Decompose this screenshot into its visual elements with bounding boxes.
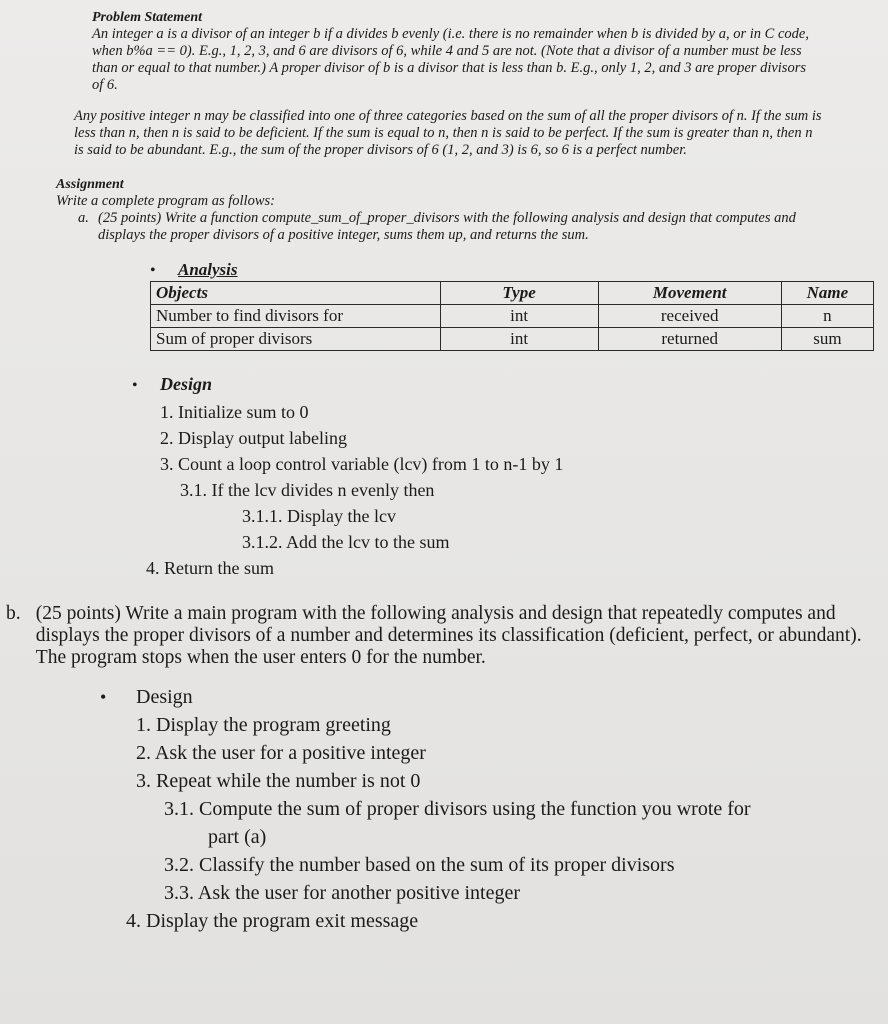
table-header-row <box>151 282 874 305</box>
design-b-step: 1. Display the program greeting <box>136 714 391 736</box>
design-b-section <box>100 683 870 935</box>
bullet-icon: • <box>100 687 107 707</box>
cell-object: Number to find divisors for <box>151 305 441 328</box>
assignment-title: Assignment <box>56 177 124 192</box>
item-a-letter: a. <box>78 210 89 226</box>
cell-movement: returned <box>598 328 781 351</box>
cell-name: n <box>781 305 873 328</box>
header-type: Type <box>440 282 598 305</box>
problem-statement-section <box>92 10 870 94</box>
design-a-section <box>132 371 870 581</box>
design-a-step: 3.1. If the lcv divides n evenly then <box>180 480 435 500</box>
design-b-step: 4. Display the program exit message <box>126 910 419 932</box>
design-b-step: 3.2. Classify the number based on the sum of its proper divisors <box>164 854 675 876</box>
cell-type: int <box>440 328 598 351</box>
design-b-heading <box>100 683 870 711</box>
header-movement: Movement <box>598 282 781 305</box>
design-b-step-wrap <box>164 823 870 851</box>
design-b-step: 3.3. Ask the user for another positive integer <box>164 882 521 904</box>
design-a-step: 3.1.1. Display the lcv <box>242 506 396 526</box>
assignment-item-a <box>78 210 870 244</box>
analysis-table <box>150 281 874 351</box>
design-a-step: 1. Initialize sum to 0 <box>160 402 309 422</box>
design-b-step: 3. Repeat while the number is not 0 <box>136 770 421 792</box>
table-row <box>151 328 874 351</box>
design-a-step: 4. Return the sum <box>146 558 274 578</box>
bullet-icon: • <box>132 377 138 394</box>
item-a-text: (25 points) Write a function compute_sum_of_proper_divisors with the following analysis and design that computes and displays the proper divisors of a positive integer, sums them up, and returns the sum. <box>98 210 796 243</box>
design-b-step: 2. Ask the user for a positive integer <box>136 742 426 764</box>
cell-movement: received <box>598 305 781 328</box>
cell-type: int <box>440 305 598 328</box>
problem-statement-title: Problem Statement <box>92 10 203 25</box>
header-objects: Objects <box>151 282 441 305</box>
design-a-step: 2. Display output labeling <box>160 428 347 448</box>
design-b-step-continuation: part (a) <box>208 826 267 848</box>
bullet-icon: • <box>150 262 156 279</box>
design-a-heading <box>132 371 870 399</box>
design-a-step: 3. Count a loop control variable (lcv) from 1 to n-1 by 1 <box>160 454 564 474</box>
assignment-intro: Write a complete program as follows: <box>56 193 275 209</box>
problem-paragraph-1: An integer a is a divisor of an integer b if a divides b evenly (i.e. there is no remainder when b is divided by a, or in C code, when b%a == 0). E.g., 1, 2, 3, and 6 are divisors of 6, while 4 and 5 are not. (Note that a divisor of a number must be less than or equal to that number.) A proper divisor of b is a divisor that is less than b. E.g., only 1, 2, and 3 are proper divisors of 6. <box>92 26 809 93</box>
table-row <box>151 305 874 328</box>
part-b-letter: b. <box>6 603 21 624</box>
design-b-step: 3.1. Compute the sum of proper divisors using the function you wrote for <box>164 798 751 820</box>
assignment-section <box>56 177 870 244</box>
cell-name: sum <box>781 328 873 351</box>
design-b-label: Design <box>136 686 193 708</box>
design-a-step: 3.1.2. Add the lcv to the sum <box>242 532 450 552</box>
problem-paragraph-2: Any positive integer n may be classified into one of three categories based on the sum of all the proper divisors of n. If the sum is less than n, then n is said to be deficient. If the sum is equal to n, then n is said to be perfect. If the sum is greater than n, then n is said to be abundant. E.g., the sum of the proper divisors of 6 (1, 2, and 3) is 6, so 6 is a perfect number. <box>74 108 822 158</box>
design-a-label: Design <box>160 374 213 394</box>
analysis-section <box>150 260 870 351</box>
analysis-heading <box>150 260 870 280</box>
part-b-section <box>6 603 870 669</box>
cell-object: Sum of proper divisors <box>151 328 441 351</box>
analysis-label: Analysis <box>178 260 238 279</box>
part-b-text: (25 points) Write a main program with the following analysis and design that repeatedly computes and displays the proper divisors of a number and determines its classification (deficient, perfect, or abundant). The program stops when the user enters 0 for the number. <box>35 603 862 668</box>
header-name: Name <box>781 282 873 305</box>
